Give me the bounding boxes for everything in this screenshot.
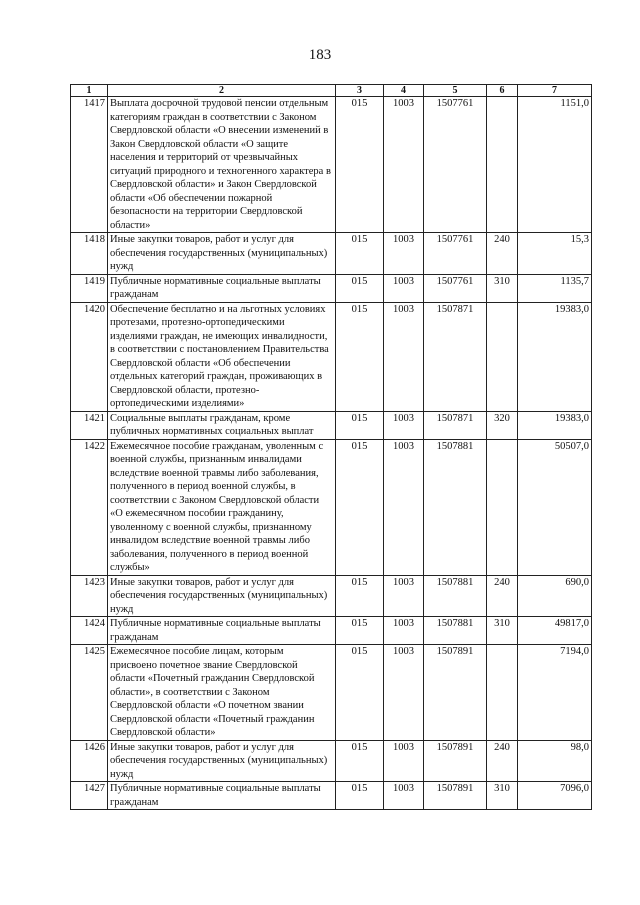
- header-cell: 4: [384, 85, 424, 97]
- item-name: Иные закупки товаров, работ и услуг для обеспечения государственных (муниципальных) нужд: [108, 233, 336, 275]
- code-col3: 015: [336, 302, 384, 411]
- amount: 98,0: [518, 740, 592, 782]
- code-col3: 015: [336, 740, 384, 782]
- row-number: 1420: [71, 302, 108, 411]
- item-name: Иные закупки товаров, работ и услуг для обеспечения государственных (муниципальных) нужд: [108, 740, 336, 782]
- row-number: 1421: [71, 411, 108, 439]
- code-col6: [487, 97, 518, 233]
- row-number: 1418: [71, 233, 108, 275]
- item-name: Ежемесячное пособие лицам, которым присвоено почетное звание Свердловской области «Почетный гражданин Свердловской области», в соответствии с Законом Свердловской области «О почетном звании Свердловской области «Почетный гражданин Свердловской области»: [108, 645, 336, 741]
- item-name: Обеспечение бесплатно и на льготных условиях протезами, протезно-ортопедическими изделиями граждан, не имеющих инвалидности, в соответствии с постановлением Правительства Свердловской области «Об обеспечении отдельных категорий граждан, проживающих в Свердловской области, протезно-ортопедическими изделиями»: [108, 302, 336, 411]
- row-number: 1422: [71, 439, 108, 575]
- code-col6: 240: [487, 233, 518, 275]
- code-col3: 015: [336, 439, 384, 575]
- item-name: Ежемесячное пособие гражданам, уволенным с военной службы, признанным инвалидами вследствие военной травмы либо заболевания, полученного в период военной службы, в соответствии с Законом Свердловской области «О ежемесячном пособии гражданину, уволенному с военной службы, признанному инвалидом вследствие военной травмы либо заболевания, полученного в период военной службы»: [108, 439, 336, 575]
- code-col4: 1003: [384, 274, 424, 302]
- code-col6: 310: [487, 617, 518, 645]
- code-col5: 1507891: [424, 740, 487, 782]
- page-number: 183: [308, 47, 332, 63]
- code-col5: 1507871: [424, 411, 487, 439]
- code-col3: 015: [336, 617, 384, 645]
- header-cell: 6: [487, 85, 518, 97]
- code-col4: 1003: [384, 782, 424, 810]
- code-col3: 015: [336, 97, 384, 233]
- code-col5: 1507871: [424, 302, 487, 411]
- row-number: 1419: [71, 274, 108, 302]
- amount: 1151,0: [518, 97, 592, 233]
- item-name: Выплата досрочной трудовой пенсии отдельным категориям граждан в соответствии с Законом Свердловской области «О внесении изменений в Закон Свердловской области «О защите населения и территорий от чрезвычайных ситуаций природного и техногенного характера в Свердловской области» и Закон Свердловской области «Об обеспечении пожарной безопасности на территории Свердловской области»: [108, 97, 336, 233]
- code-col4: 1003: [384, 617, 424, 645]
- row-number: 1427: [71, 782, 108, 810]
- item-name: Иные закупки товаров, работ и услуг для обеспечения государственных (муниципальных) нужд: [108, 575, 336, 617]
- header-cell: 7: [518, 85, 592, 97]
- code-col3: 015: [336, 274, 384, 302]
- header-row: [71, 85, 592, 97]
- code-col4: 1003: [384, 439, 424, 575]
- amount: 19383,0: [518, 302, 592, 411]
- code-col3: 015: [336, 645, 384, 741]
- code-col6: 240: [487, 575, 518, 617]
- table-row: [71, 439, 592, 575]
- table-row: [71, 617, 592, 645]
- code-col5: 1507881: [424, 617, 487, 645]
- row-number: 1417: [71, 97, 108, 233]
- amount: 7096,0: [518, 782, 592, 810]
- table-row: [71, 740, 592, 782]
- code-col4: 1003: [384, 740, 424, 782]
- code-col5: 1507881: [424, 575, 487, 617]
- code-col3: 015: [336, 411, 384, 439]
- code-col6: 320: [487, 411, 518, 439]
- header-cell: 2: [108, 85, 336, 97]
- row-number: 1424: [71, 617, 108, 645]
- code-col6: 310: [487, 782, 518, 810]
- budget-table: [70, 84, 592, 810]
- table-row: [71, 575, 592, 617]
- code-col3: 015: [336, 575, 384, 617]
- header-cell: 1: [71, 85, 108, 97]
- row-number: 1425: [71, 645, 108, 741]
- table-row: [71, 233, 592, 275]
- code-col4: 1003: [384, 645, 424, 741]
- amount: 50507,0: [518, 439, 592, 575]
- item-name: Социальные выплаты гражданам, кроме публичных нормативных социальных выплат: [108, 411, 336, 439]
- amount: 49817,0: [518, 617, 592, 645]
- table-row: [71, 782, 592, 810]
- code-col4: 1003: [384, 233, 424, 275]
- code-col6: 310: [487, 274, 518, 302]
- header-cell: 3: [336, 85, 384, 97]
- code-col4: 1003: [384, 97, 424, 233]
- amount: 7194,0: [518, 645, 592, 741]
- code-col6: [487, 439, 518, 575]
- amount: 15,3: [518, 233, 592, 275]
- row-number: 1426: [71, 740, 108, 782]
- amount: 1135,7: [518, 274, 592, 302]
- code-col6: [487, 645, 518, 741]
- code-col5: 1507891: [424, 782, 487, 810]
- code-col5: 1507891: [424, 645, 487, 741]
- code-col6: 240: [487, 740, 518, 782]
- amount: 19383,0: [518, 411, 592, 439]
- table-row: [71, 302, 592, 411]
- amount: 690,0: [518, 575, 592, 617]
- table-row: [71, 97, 592, 233]
- code-col5: 1507881: [424, 439, 487, 575]
- code-col4: 1003: [384, 411, 424, 439]
- code-col4: 1003: [384, 575, 424, 617]
- table-row: [71, 274, 592, 302]
- row-number: 1423: [71, 575, 108, 617]
- code-col5: 1507761: [424, 274, 487, 302]
- table-row: [71, 645, 592, 741]
- item-name: Публичные нормативные социальные выплаты гражданам: [108, 274, 336, 302]
- code-col5: 1507761: [424, 233, 487, 275]
- code-col3: 015: [336, 233, 384, 275]
- item-name: Публичные нормативные социальные выплаты гражданам: [108, 782, 336, 810]
- table-row: [71, 411, 592, 439]
- code-col3: 015: [336, 782, 384, 810]
- code-col4: 1003: [384, 302, 424, 411]
- code-col6: [487, 302, 518, 411]
- item-name: Публичные нормативные социальные выплаты гражданам: [108, 617, 336, 645]
- code-col5: 1507761: [424, 97, 487, 233]
- header-cell: 5: [424, 85, 487, 97]
